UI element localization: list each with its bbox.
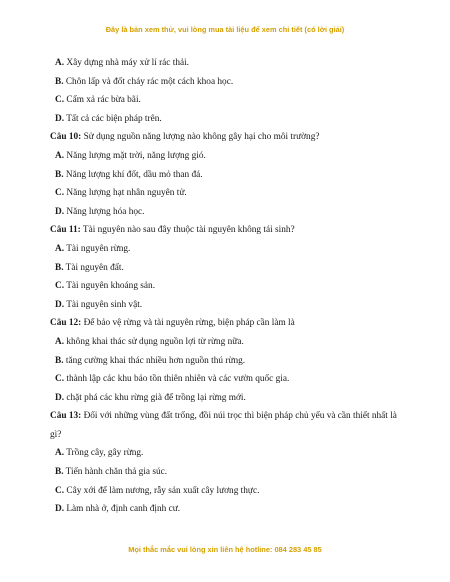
option-label: B.: [55, 355, 64, 366]
answer-option: [55, 203, 403, 222]
option-text: Cấm xả rác bừa bãi.: [64, 95, 141, 106]
option-label: D.: [55, 206, 65, 217]
option-text: Năng lượng hóa học.: [64, 206, 145, 217]
option-text: Năng lượng hạt nhân nguyên tử.: [64, 188, 187, 199]
option-text: Làm nhà ở, định canh định cư.: [64, 504, 181, 515]
option-label: B.: [55, 76, 64, 87]
option-text: Tài nguyên đất.: [63, 262, 124, 273]
option-text: Tiến hành chăn thả gia súc.: [63, 467, 168, 478]
question-text: Để bảo vệ rừng và tài nguyên rừng, biện pháp cần làm là: [81, 318, 295, 329]
option-text: Cây xới để làm nương, rẫy sản xuất cây lương thực.: [64, 485, 260, 496]
answer-option: [55, 277, 403, 296]
option-text: không khai thác sử dụng nguồn lợi từ rừng nữa.: [64, 336, 244, 347]
option-text: Trồng cây, gây rừng.: [64, 448, 144, 459]
option-text: tăng cường khai thác nhiều hơn nguồn thú rừng.: [63, 355, 246, 366]
option-label: B.: [55, 262, 64, 273]
answer-option: [55, 91, 403, 110]
option-text: Năng lượng khí đốt, dầu mỏ than đá.: [63, 169, 203, 180]
option-label: D.: [55, 299, 65, 310]
answer-option: [55, 296, 403, 315]
answer-option: [55, 73, 403, 92]
answer-option: [55, 500, 403, 519]
question-12: [50, 314, 403, 333]
option-label: C.: [55, 95, 65, 106]
option-text: Chôn lấp và đốt cháy rác một cách khoa học.: [63, 76, 234, 87]
option-label: A.: [55, 58, 65, 68]
option-label: C.: [55, 281, 65, 292]
option-label: D.: [55, 504, 65, 515]
answer-option: [55, 240, 403, 259]
question-number: Câu 12:: [50, 318, 82, 329]
question-list: [50, 54, 403, 519]
option-label: C.: [55, 485, 65, 496]
option-label: C.: [55, 374, 65, 385]
option-label: D.: [55, 392, 65, 403]
question-number: Câu 10:: [50, 132, 82, 143]
option-label: B.: [55, 169, 64, 180]
answer-option: [55, 110, 403, 129]
option-label: A.: [55, 448, 65, 459]
answer-option: [55, 166, 403, 185]
question-number: Câu 13:: [50, 411, 82, 422]
option-label: A.: [55, 243, 65, 254]
option-text: Tài nguyên khoáng sản.: [64, 281, 156, 292]
question-number: Câu 11:: [50, 225, 81, 236]
option-text: thành lập các khu bảo tồn thiên nhiên và các vườn quốc gia.: [64, 374, 290, 385]
answer-option: [55, 184, 403, 203]
option-label: A.: [55, 336, 65, 347]
preview-notice-header: Đây là bản xem thử, vui lòng mua tài liệu để xem chi tiết (có lời giải): [105, 25, 345, 34]
option-text: Năng lượng mặt trời, năng lượng gió.: [64, 150, 206, 161]
answer-option: [55, 463, 403, 482]
question-10: [50, 128, 403, 147]
answer-option: [55, 54, 403, 73]
answer-option: [55, 333, 403, 352]
answer-option: [55, 352, 403, 371]
question-text: Tài nguyên nào sau đây thuộc tài nguyên không tái sinh?: [80, 225, 295, 236]
option-label: D.: [55, 113, 65, 124]
question-text: Đối với những vùng đất trống, đồi núi trọc thì biện pháp chủ yếu và cần thiết nhất là gì?: [50, 411, 397, 440]
option-text: Tài nguyên rừng.: [64, 243, 131, 254]
question-text: Sử dụng nguồn năng lượng nào không gây hại cho môi trường?: [81, 132, 320, 143]
answer-option: [55, 482, 403, 501]
option-label: B.: [55, 467, 64, 478]
option-text: chặt phá các khu rừng già để trồng lại rừng mới.: [64, 392, 246, 403]
option-label: A.: [55, 150, 65, 161]
answer-option: [55, 147, 403, 166]
option-text: Tài nguyên sinh vật.: [64, 299, 143, 310]
option-text: Tất cả các biện pháp trên.: [64, 113, 162, 124]
answer-option: [55, 259, 403, 278]
answer-option: [55, 444, 403, 463]
question-13: [50, 407, 403, 444]
answer-option: [55, 389, 403, 408]
question-11: [50, 221, 403, 240]
hotline-notice-footer: Mọi thắc mắc vui lòng xin liên hệ hotline: 084 283 45 85: [128, 545, 322, 554]
answer-option: [55, 370, 403, 389]
option-text: Xây dựng nhà máy xử lí rác thải.: [64, 58, 190, 68]
option-label: C.: [55, 188, 65, 199]
